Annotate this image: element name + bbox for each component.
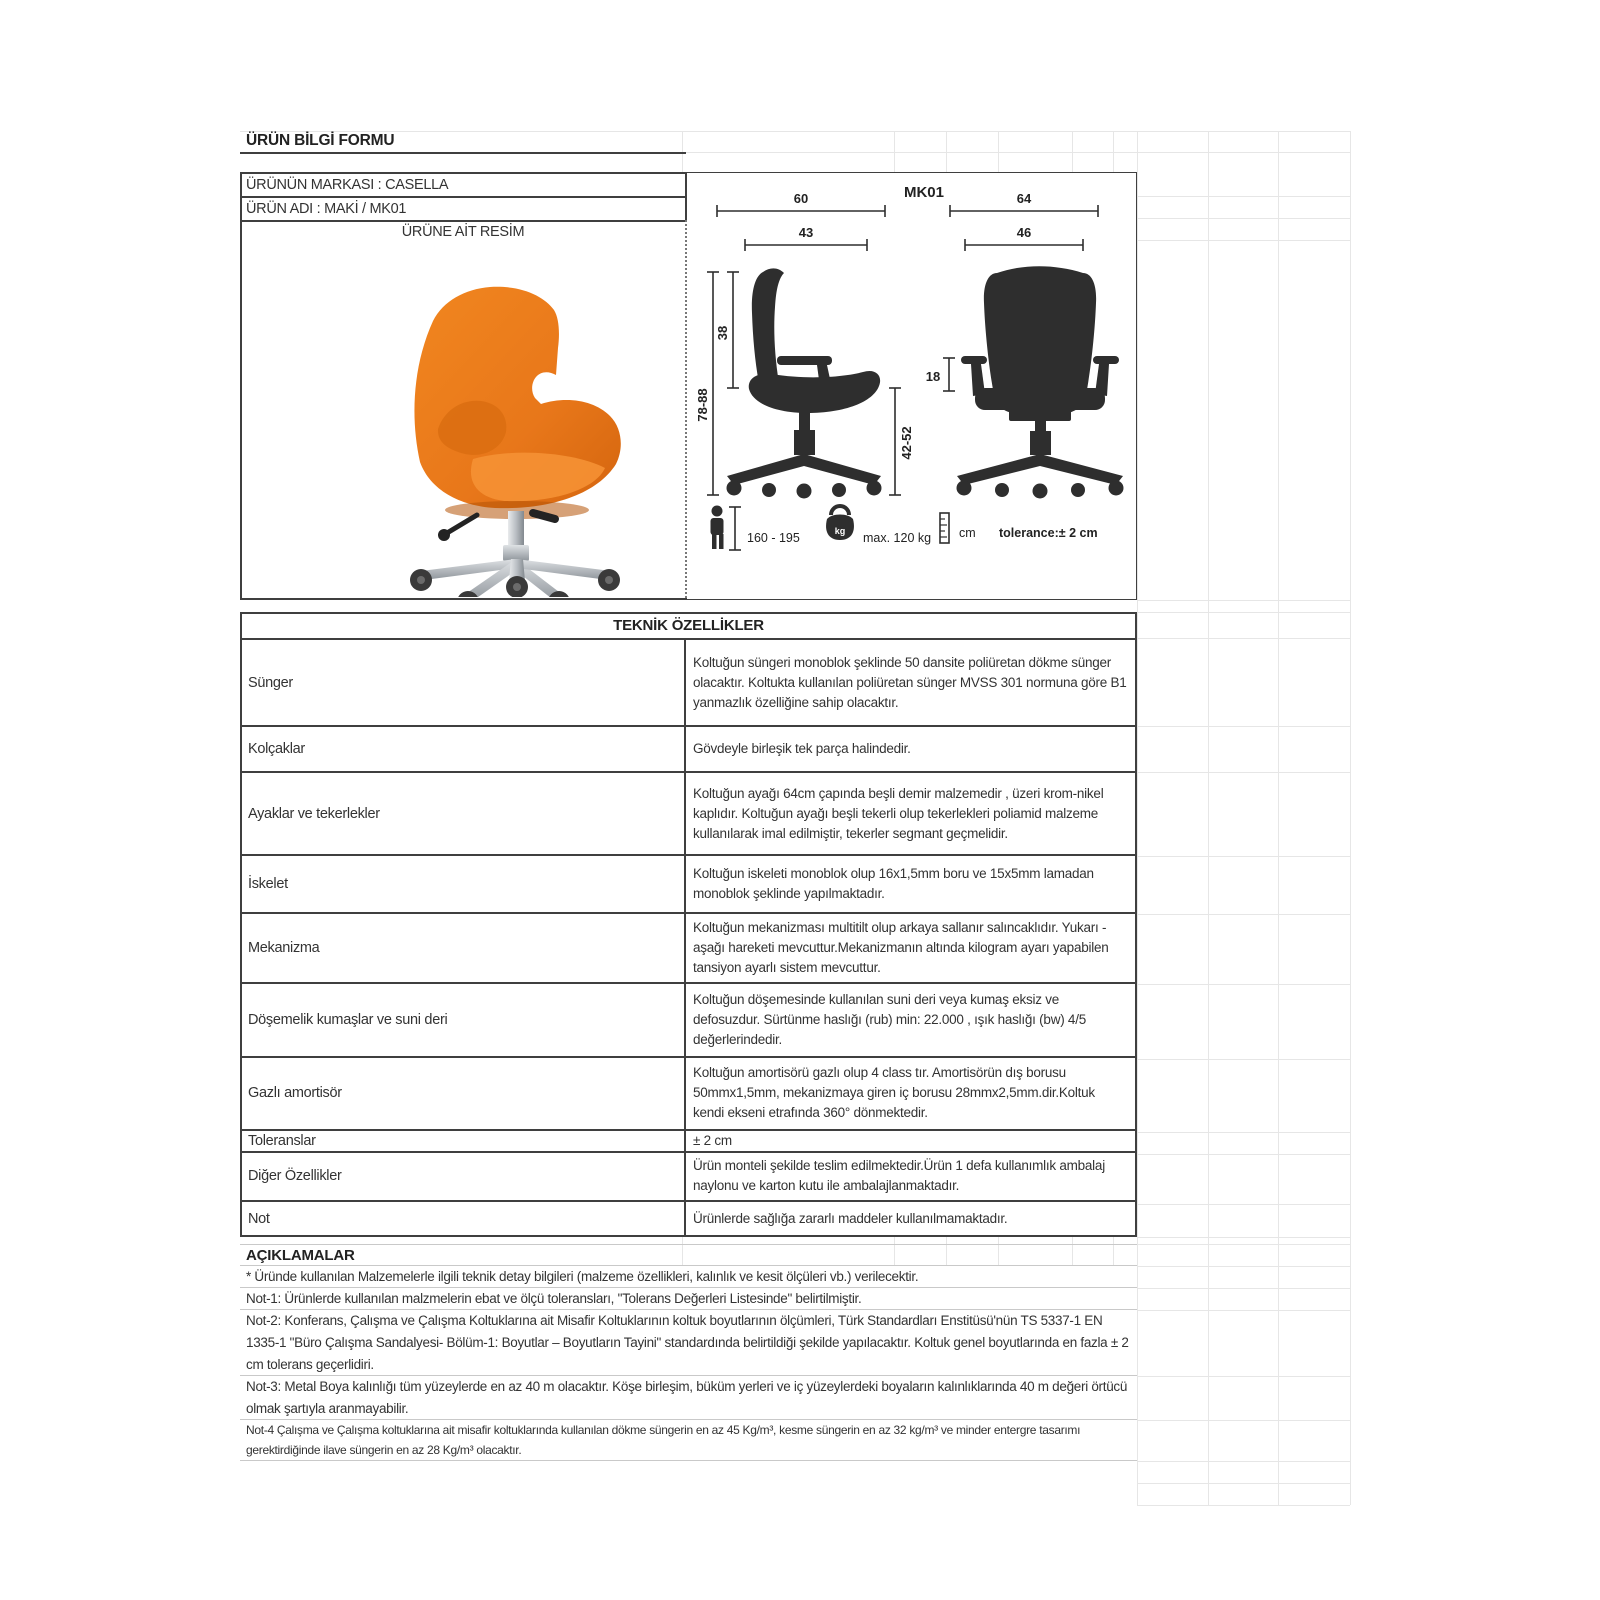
- table-row: [242, 1058, 1135, 1131]
- dim-seat-height: 42-52: [899, 426, 914, 460]
- grid-line: [1137, 240, 1350, 241]
- grid-line: [1137, 1059, 1350, 1060]
- spec-label: Kolçaklar: [242, 727, 686, 771]
- chair-side-view: [727, 268, 882, 498]
- table-row: [242, 914, 1135, 984]
- grid-line: [1137, 218, 1350, 219]
- spec-label: Döşemelik kumaşlar ve suni deri: [242, 984, 686, 1057]
- dim-side-overall-width: 60: [793, 191, 809, 206]
- grid-line: [1278, 131, 1279, 1505]
- tolerance-label: tolerance:± 2 cm: [999, 526, 1098, 540]
- grid-line: [1137, 1505, 1350, 1506]
- grid-line: [894, 131, 895, 172]
- grid-line: [1137, 1237, 1350, 1238]
- chair-shell: [414, 287, 620, 519]
- table-row: [242, 856, 1135, 914]
- brand-label: ÜRÜNÜN MARKASI : CASELLA: [246, 176, 449, 193]
- grid-line: [1137, 1266, 1350, 1267]
- spec-value: Koltuğun mekanizması multitilt olup arkaya sallanır salıncaklıdır. Yukarı - aşağı hareketi mevcuttur.Mekanizmanın altında kilogram ayarı yapabilen tansiyon ayarlı sistem mevcuttur.: [693, 919, 1109, 975]
- specs-table: [240, 612, 1137, 1237]
- unit-label: cm: [959, 526, 976, 540]
- specs-header: TEKNİK ÖZELLİKLER: [242, 614, 1135, 640]
- grid-line: [1137, 856, 1350, 857]
- note-item: Not-2: Konferans, Çalışma ve Çalışma Koltuklarına ait Misafir Koltuklarının koltuk boyutlarının ölçümleri, Türk Standardları Enstitüsü'nün TS 5337-1 EN 1335-1 "Büro Çalışma Sandalyesi- Bölüm-1: Boyutlar – Boyutların Tayini" standardında belirtildiği şekilde yapılacaktır. Koltuk genel boyutlarında en fazla ± 2 cm tolerans geçerlidiri.: [240, 1310, 1137, 1376]
- grid-line: [1137, 1420, 1350, 1421]
- dim-front-seat-width: 46: [1016, 225, 1032, 240]
- model-label: MK01: [903, 184, 945, 201]
- grid-line: [686, 152, 1350, 153]
- ruler-icon: [940, 513, 949, 543]
- spec-value: Ürünlerde sağlığa zararlı maddeler kullanılmamaktadır.: [693, 1210, 1008, 1226]
- grid-line: [946, 131, 947, 172]
- grid-line: [1072, 131, 1073, 172]
- spec-label: Not: [242, 1202, 686, 1235]
- spec-value: Koltuğun amortisörü gazlı olup 4 class tır. Amortisörün dış borusu 50mmx1,5mm, mekanizmaya giren iç borusu 28mmx2,5mm.dir.Koltuk kendi ekseni etrafında 360° dönmektedir.: [693, 1065, 1095, 1121]
- spec-label: Diğer Özellikler: [242, 1153, 686, 1201]
- product-photo: [325, 247, 665, 597]
- product-label: ÜRÜN ADI : MAKİ / MK01: [246, 200, 407, 217]
- title-underline: [240, 152, 686, 154]
- dim-side-seat-depth: 43: [798, 225, 814, 240]
- dim-armrest-height: 18: [925, 369, 941, 384]
- product-row: [240, 197, 686, 220]
- table-row: [242, 773, 1135, 856]
- grid-line: [1137, 1154, 1350, 1155]
- spec-value: Koltuğun ayağı 64cm çapında beşli demir malzemedir , üzeri krom-nikel kaplıdır. Koltuğun ayağı beşli tekerli olup tekerlekleri poliamid malzeme kullanılarak imal edilmiştir, tekerler segmant geçmelidir.: [693, 785, 1104, 841]
- note-item: Not-3: Metal Boya kalınlığı tüm yüzeylerde en az 40 m olacaktır. Köşe birleşim, büküm yerleri ve iç yüzeylerdeki boyaların kalınlıklarında 40 m değeri örtücü olmak şartıyla aranmayabilir.: [240, 1376, 1137, 1420]
- grid-line: [1137, 600, 1350, 601]
- note-item: Not-1: Ürünlerde kullanılan malzmelerin ebat ve ölçü toleransları, "Tolerans Değerleri Listesinde" belirtilmiştir.: [240, 1288, 1137, 1310]
- grid-line: [1137, 1288, 1350, 1289]
- grid-line: [1137, 914, 1350, 915]
- chair-base: [410, 559, 620, 597]
- user-height-label: 160 - 195: [747, 531, 800, 545]
- spec-value: Koltuğun süngeri monoblok şeklinde 50 dansite poliüretan dökme sünger olacaktır. Koltukta kullanılan poliüretan sünger MVSS 301 normuna göre B1 yanmazlık özelliğine sahip olacaktır.: [693, 654, 1127, 710]
- table-row: [242, 984, 1135, 1059]
- spec-value: Gövdeyle birleşik tek parça halindedir.: [693, 741, 911, 757]
- image-header-label: ÜRÜNE AİT RESİM: [401, 224, 525, 240]
- spec-label: İskelet: [242, 856, 686, 912]
- spec-label: Mekanizma: [242, 914, 686, 982]
- technical-drawing: [687, 173, 1136, 599]
- table-row: [242, 727, 1135, 773]
- dim-front-overall-width: 64: [1016, 191, 1032, 206]
- grid-line: [1137, 1483, 1350, 1484]
- spec-value: Koltuğun iskeleti monoblok olup 16x1,5mm boru ve 15x5mm lamadan monoblok şeklinde yapılmaktadır.: [693, 866, 1094, 902]
- spec-label: Gazlı amortisör: [242, 1058, 686, 1129]
- kg-icon-label: kg: [834, 526, 846, 536]
- grid-line: [1137, 726, 1350, 727]
- note-item: * Üründe kullanılan Malzemelerle ilgili teknik detay bilgileri (malzeme özellikleri, kalınlık ve kesit ölçüleri vb.) verilecektir.: [240, 1266, 1137, 1288]
- image-header-row: [240, 221, 686, 243]
- spec-value: ± 2 cm: [693, 1132, 732, 1148]
- grid-line: [1208, 131, 1209, 1505]
- grid-line: [1137, 1204, 1350, 1205]
- grid-line: [1350, 131, 1351, 1505]
- table-row: [242, 1131, 1135, 1153]
- grid-line: [1137, 1461, 1350, 1462]
- grid-line: [1137, 984, 1350, 985]
- grid-line: [1137, 772, 1350, 773]
- chair-front-view: [957, 266, 1124, 498]
- grid-line: [1137, 131, 1138, 1505]
- grid-line: [1137, 1376, 1350, 1377]
- note-item: Not-4 Çalışma ve Çalışma koltuklarına ait misafir koltuklarında kullanılan dökme süngerin en az 45 Kg/m³, kesme süngerin en az 32 kg/m³ ve minder entergre tasarımı gerektirdiğinde ilave süngerin en az 28 Kg/m³ olacaktır.: [240, 1420, 1137, 1461]
- grid-line: [1137, 638, 1350, 639]
- grid-line: [1113, 131, 1114, 172]
- brand-row: [240, 173, 686, 196]
- table-row: [242, 1153, 1135, 1203]
- person-icon: [711, 506, 724, 550]
- max-weight-label: max. 120 kg: [863, 531, 932, 545]
- grid-line: [1137, 196, 1350, 197]
- grid-line: [1137, 1132, 1350, 1133]
- spec-value: Ürün monteli şekilde teslim edilmektedir.Ürün 1 defa kullanımlık ambalaj naylonu ve karton kutu ile ambalajlanmaktadır.: [693, 1158, 1105, 1194]
- spec-label: Sünger: [242, 640, 686, 725]
- page-title: ÜRÜN BİLGİ FORMU: [246, 132, 395, 149]
- spec-label: Toleranslar: [242, 1131, 686, 1151]
- grid-line: [1137, 1310, 1350, 1311]
- notes-section: [240, 1244, 1137, 1461]
- legend: [711, 506, 1098, 551]
- dim-back-height: 38: [715, 325, 730, 341]
- grid-line: [1137, 1244, 1350, 1245]
- grid-line: [1137, 612, 1350, 613]
- dim-overall-height: 78-88: [695, 388, 710, 422]
- spec-value: Koltuğun döşemesinde kullanılan suni deri veya kumaş eksiz ve defosuzdur. Sürtünme haslığı (rub) min: 22.000 , ışık haslığı (bw) 4/5 değerlerindedir.: [693, 991, 1086, 1047]
- grid-line: [240, 131, 1350, 132]
- spec-label: Ayaklar ve tekerlekler: [242, 773, 686, 854]
- grid-line: [998, 131, 999, 172]
- notes-header: AÇIKLAMALAR: [240, 1244, 1137, 1266]
- weight-icon: [826, 506, 854, 540]
- table-row: [242, 640, 1135, 727]
- table-row: [242, 1202, 1135, 1235]
